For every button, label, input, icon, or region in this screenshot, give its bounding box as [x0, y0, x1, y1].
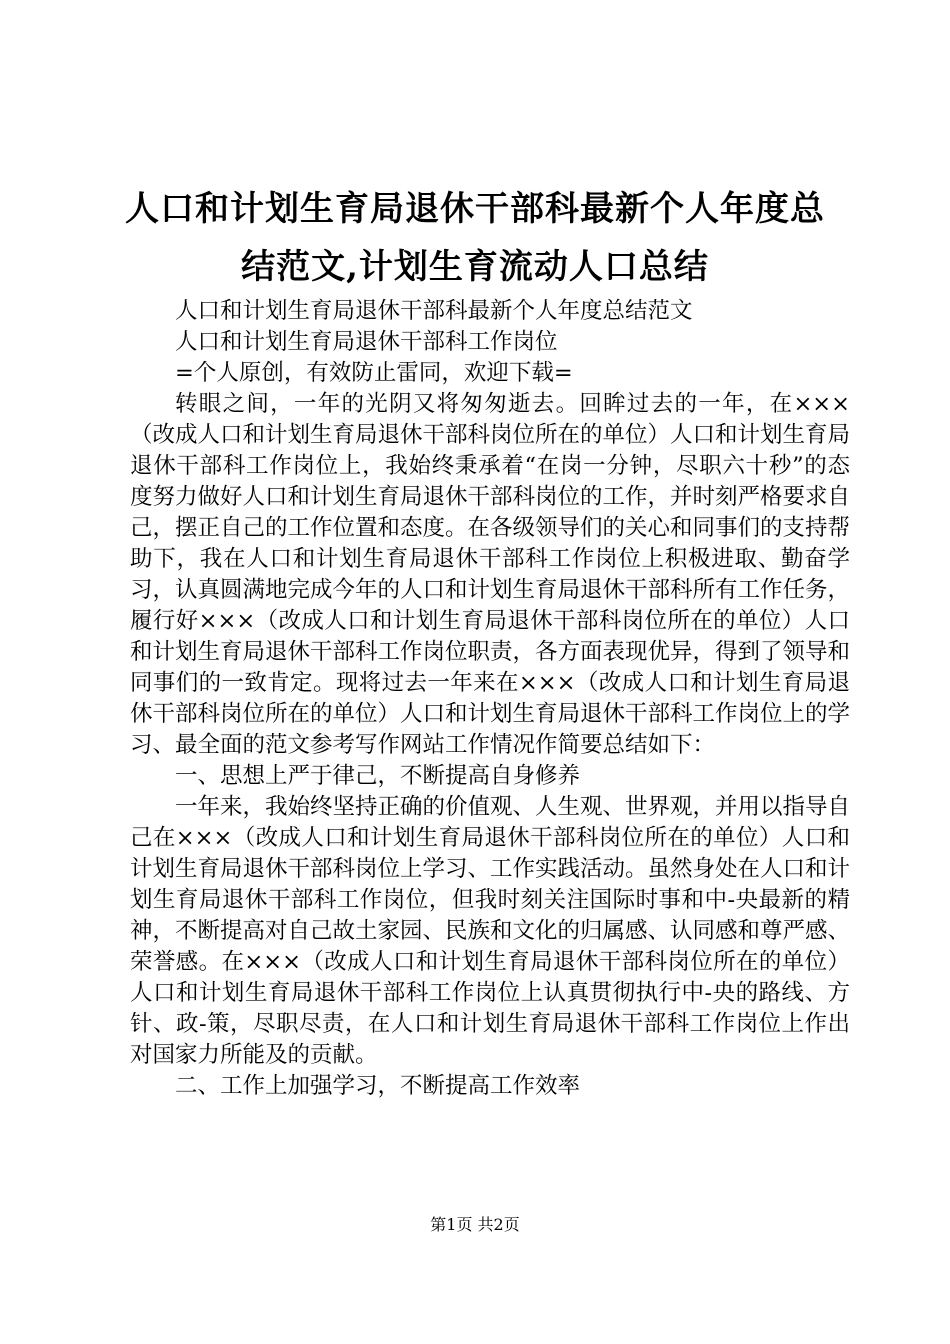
- document-body: [130, 296, 850, 1102]
- paragraph-intro: 转眼之间，一年的光阴又将匆匆逝去。回眸过去的一年，在×××（改成人口和计划生育局退休干部科岗位所在的单位）人口和计划生育局退休干部科工作岗位上，我始终秉承着“在岗一分钟，尽职六十秒”的态度努力做好人口和计划生育局退休干部科岗位的工作，并时刻严格要求自己，摆正自己的工作位置和态度。在各级领导们的关心和同事们的支持帮助下，我在人口和计划生育局退休干部科工作岗位上积极进取、勤奋学习，认真圆满地完成今年的人口和计划生育局退休干部科所有工作任务，履行好×××（改成人口和计划生育局退休干部科岗位所在的单位）人口和计划生育局退休干部科工作岗位职责，各方面表现优异，得到了领导和同事们的一致肯定。现将过去一年来在×××（改成人口和计划生育局退休干部科岗位所在的单位）人口和计划生育局退休干部科工作岗位上的学习、最全面的范文参考写作网站工作情况作简要总结如下：: [130, 391, 851, 758]
- page-footer: 第1页 共2页: [430, 1215, 520, 1234]
- section-heading-1: 一、思想上严于律己，不断提高自身修养: [175, 763, 581, 789]
- paragraph-position: 人口和计划生育局退休干部科工作岗位: [175, 329, 558, 355]
- paragraph-subtitle: 人口和计划生育局退休干部科最新个人年度总结范文: [175, 298, 693, 324]
- paragraph-notice: =个人原创，有效防止雷同，欢迎下载=: [175, 360, 573, 386]
- document-title: 人口和计划生育局退休干部科最新个人年度总结范文,计划生育流动人口总结: [125, 189, 825, 287]
- section-heading-2: 二、工作上加强学习，不断提高工作效率: [175, 1073, 581, 1099]
- paragraph-section-1: 一年来，我始终坚持正确的价值观、人生观、世界观，并用以指导自己在×××（改成人口和计划生育局退休干部科岗位所在的单位）人口和计划生育局退休干部科岗位上学习、工作实践活动。虽然身处在人口和计划生育局退休干部科工作岗位，但我时刻关注国际时事和中-央最新的精神，不断提高对自己故土家园、民族和文化的归属感、认同感和尊严感、荣誉感。在×××（改成人口和计划生育局退休干部科岗位所在的单位）人口和计划生育局退休干部科工作岗位上认真贯彻执行中-央的路线、方针、政-策，尽职尽责，在人口和计划生育局退休干部科工作岗位上作出对国家力所能及的贡献。: [130, 794, 851, 1068]
